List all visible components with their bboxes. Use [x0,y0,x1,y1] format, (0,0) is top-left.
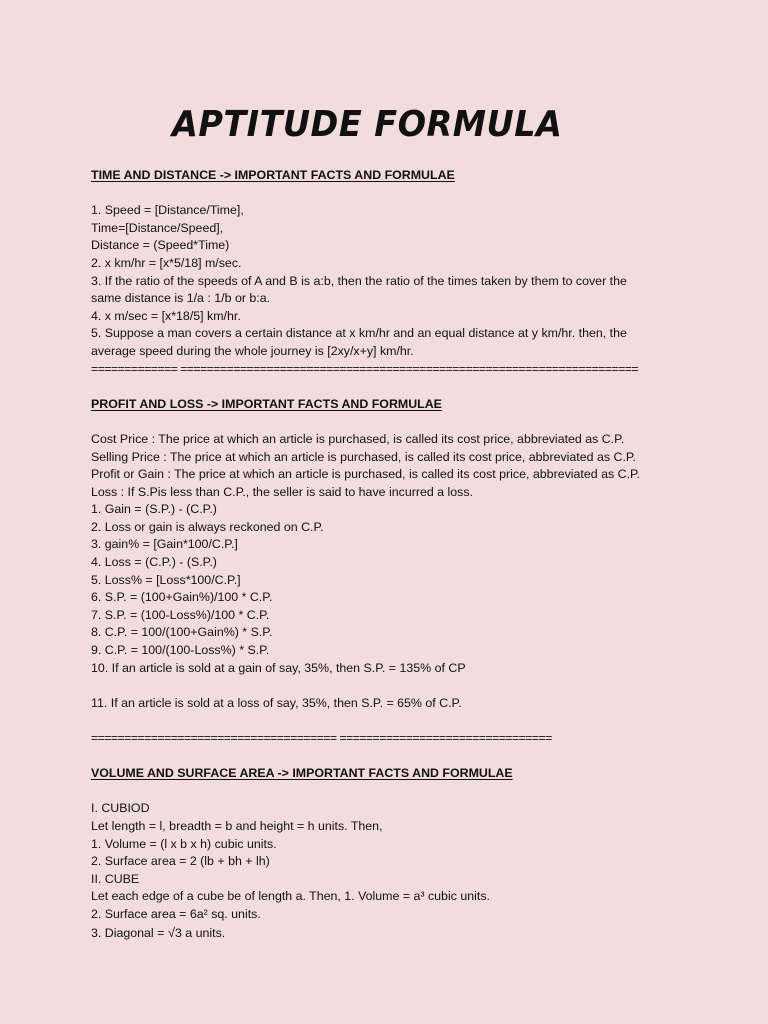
document-body [91,167,691,941]
spacer [91,783,691,801]
section-divider: ============= ===================================================================== [91,361,638,376]
spacer [91,413,691,431]
text-line: Distance = (Speed*Time) [91,238,230,253]
text-line: 2. Loss or gain is always reckoned on C.P. [91,519,324,534]
spacer [91,712,691,730]
text-line: 5. Suppose a man covers a certain distance at x km/hr and an equal distance at y km/hr. then, the [91,326,627,341]
text-line: 11. If an article is sold at a loss of say, 35%, then S.P. = 65% of C.P. [91,695,462,710]
text-line: Let length = l, breadth = b and height = h units. Then, [91,818,383,833]
text-line: 1. Volume = (l x b x h) cubic units. [91,836,277,851]
text-line: 9. C.P. = 100/(100-Loss%) * S.P. [91,643,270,658]
section-heading-profit-loss: PROFIT AND LOSS -> IMPORTANT FACTS AND FORMULAE [91,396,442,411]
text-line: Loss : If S.Pis less than C.P., the seller is said to have incurred a loss. [91,484,473,499]
spacer [91,185,691,203]
text-line: 3. gain% = [Gain*100/C.P.] [91,537,238,552]
square-root-symbol: √ [167,924,175,940]
section-divider: ===================================== ================================ [91,731,552,745]
diagonal-prefix: 3. Diagonal = [91,925,168,940]
diagonal-suffix: 3 a units. [174,925,226,940]
spacer [91,378,691,396]
text-line: I. CUBIOD [91,801,150,816]
text-line: Cost Price : The price at which an article is purchased, is called its cost price, abbreviated as C.P. [91,431,625,446]
text-line: 2. x km/hr = [x*5/18] m/sec. [91,255,242,270]
text-line: 1. Speed = [Distance/Time], [91,203,244,218]
section-heading-volume-surface: VOLUME AND SURFACE AREA -> IMPORTANT FACTS AND FORMULAE [91,766,513,781]
text-line: Let each edge of a cube be of length a. Then, 1. Volume = a³ cubic units. [91,889,490,904]
text-line: 7. S.P. = (100-Loss%)/100 * C.P. [91,607,270,622]
spacer [91,748,691,766]
page-title: APTITUDE FORMULA [172,104,563,145]
text-line: 3. If the ratio of the speeds of A and B is a:b, then the ratio of the times taken by them to cover the [91,273,627,288]
text-line: Profit or Gain : The price at which an article is purchased, is called its cost price, abbreviated as C.P. [91,467,641,482]
text-line: 1. Gain = (S.P.) - (C.P.) [91,502,217,517]
text-line: same distance is 1/a : 1/b or b:a. [91,291,271,306]
text-line: 8. C.P. = 100/(100+Gain%) * S.P. [91,625,273,640]
text-line-diagonal [91,924,691,942]
text-line: 6. S.P. = (100+Gain%)/100 * C.P. [91,590,273,605]
text-line: 2. Surface area = 2 (lb + bh + lh) [91,854,270,869]
text-line: 4. Loss = (C.P.) - (S.P.) [91,555,217,570]
text-line: Selling Price : The price at which an article is purchased, is called its cost price, abbreviated as C.P. [91,449,636,464]
spacer [91,677,691,695]
text-line: 5. Loss% = [Loss*100/C.P.] [91,572,241,587]
text-line: II. CUBE [91,871,140,886]
section-heading-time-distance: TIME AND DISTANCE -> IMPORTANT FACTS AND FORMULAE [91,168,455,182]
text-line: 2. Surface area = 6a² sq. units. [91,906,261,921]
text-line: average speed during the whole journey is [2xy/x+y] km/hr. [91,343,414,358]
text-line: 10. If an article is sold at a gain of say, 35%, then S.P. = 135% of CP [91,660,466,675]
text-line: 4. x m/sec = [x*18/5] km/hr. [91,308,241,323]
text-line: Time=[Distance/Speed], [91,220,224,235]
